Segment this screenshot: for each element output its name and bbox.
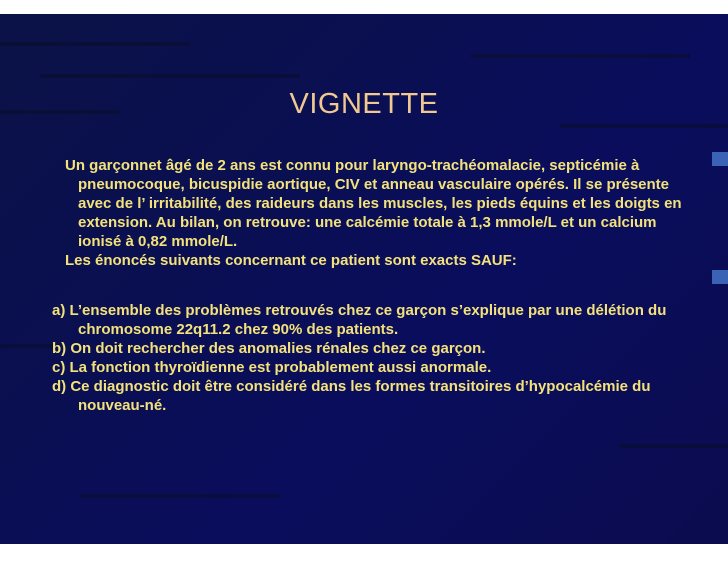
background-stripe <box>470 54 690 58</box>
answer-option-a: a) L’ensemble des problèmes retrouvés chez ce garçon s’explique par une délétion du chromosome 22q11.2 chez 90% des patients. <box>52 302 667 338</box>
background-stripe <box>80 494 280 498</box>
background-stripe <box>0 42 190 46</box>
case-description <box>52 156 682 270</box>
answer-option-b: b) On doit rechercher des anomalies rénales chez ce garçon. <box>52 340 486 357</box>
edge-accent-tab <box>712 270 728 284</box>
background-stripe <box>620 444 728 448</box>
question-prompt: Les énoncés suivants concernant ce patient sont exacts SAUF: <box>65 252 517 269</box>
background-stripe <box>40 74 300 78</box>
slide-title: VIGNETTE <box>289 88 439 120</box>
slide <box>0 14 728 544</box>
edge-accent-tab <box>712 152 728 166</box>
answer-option-d: d) Ce diagnostic doit être considéré dans les formes transitoires d’hypocalcémie du nouveau-né. <box>52 378 651 414</box>
answer-option-c: c) La fonction thyroïdienne est probablement aussi anormale. <box>52 359 492 376</box>
background-stripe <box>0 344 60 348</box>
background-stripe <box>560 124 728 128</box>
case-text: Un garçonnet âgé de 2 ans est connu pour laryngo-trachéomalacie, septicémie à pneumocoque, bicuspidie aortique, CIV et anneau vasculaire opérés. Il se présente avec de l’ irritabilité, des raideurs dans les muscles, les pieds équins et les doigts en extension. Au bilan, on retrouve: une calcémie totale à 1,3 mmole/L et un calcium ionisé à 0,82 mmole/L. <box>65 157 682 250</box>
answer-options <box>52 301 692 415</box>
